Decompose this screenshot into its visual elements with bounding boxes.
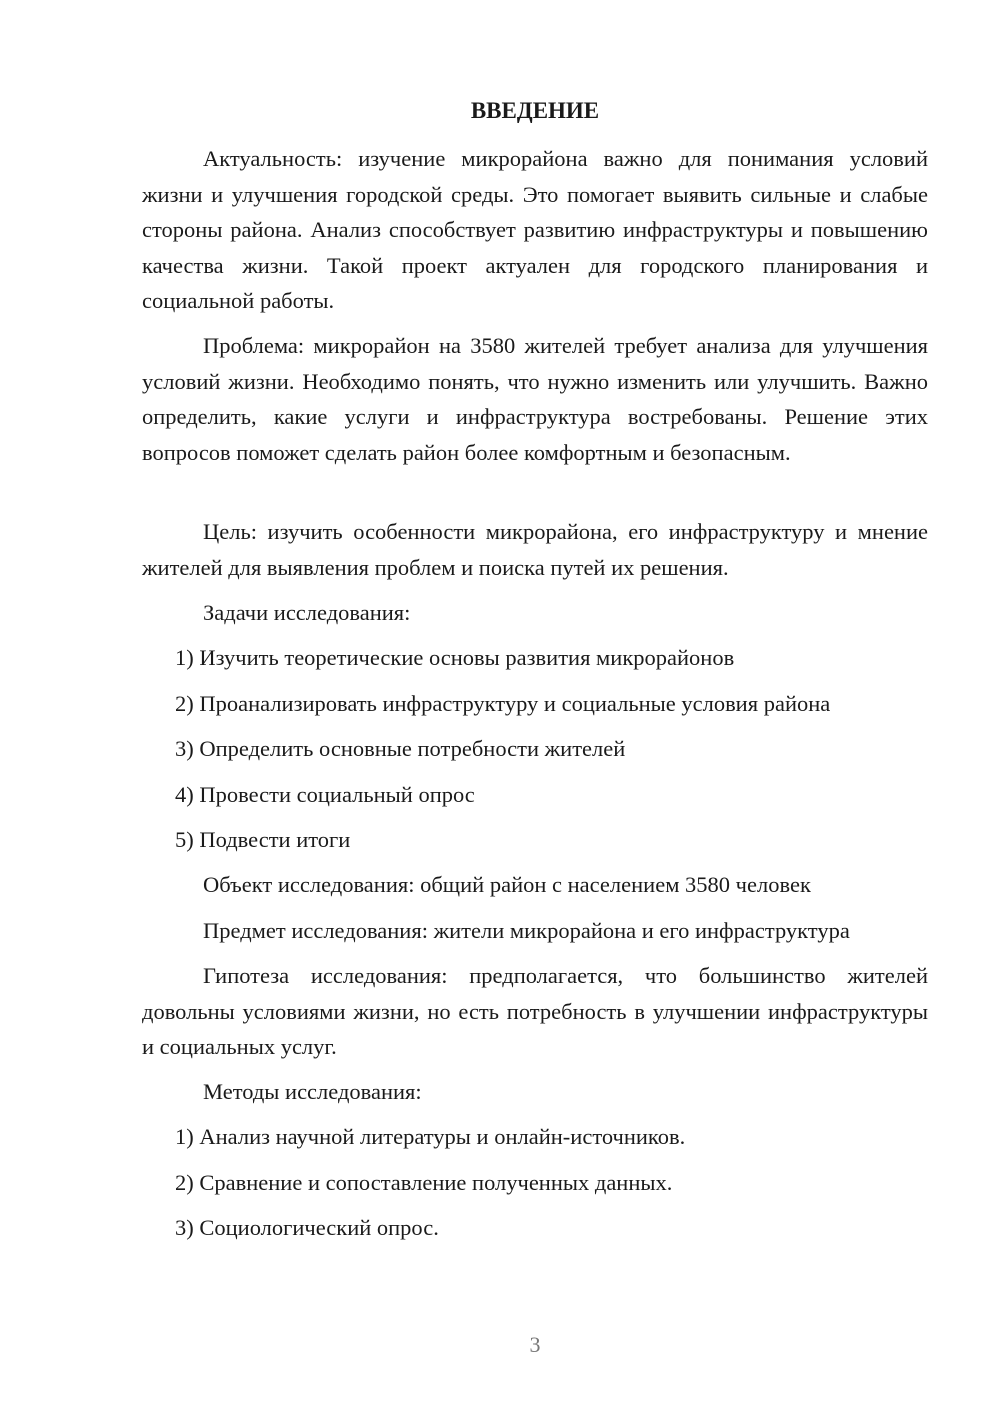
hypothesis-paragraph: Гипотеза исследования: предполагается, что большинство жителей довольны условиями жизни, но есть потребность в улучшении инфраструктуры и социальных услуг. — [142, 963, 928, 1059]
relevance-paragraph: Актуальность: изучение микрорайона важно для понимания условий жизни и улучшения городской среды. Это помогает выявить сильные и слабые стороны района. Анализ способствует развитию инфраструктуры и повышению качества жизни. Такой проект актуален для городского планирования и социальной работы. — [142, 146, 928, 313]
methods-heading: Методы исследования: — [203, 1079, 422, 1104]
problem-paragraph: Проблема: микрорайон на 3580 жителей требует анализа для улучшения условий жизни. Необходимо понять, что нужно изменить или улучшить. Важно определить, какие услуги и инфраструктура востребованы. Решение этих вопросов поможет сделать район более комфортным и безопасным. — [142, 333, 928, 465]
page-title: ВВЕДЕНИЕ — [470, 98, 600, 123]
page-number: 3 — [529, 1332, 541, 1357]
research-object: Объект исследования: общий район с населением 3580 человек — [203, 872, 811, 897]
goal-paragraph: Цель: изучить особенности микрорайона, его инфраструктуру и мнение жителей для выявления проблем и поиска путей их решения. — [142, 519, 928, 580]
task-item: 2) Проанализировать инфраструктуру и социальные условия района — [175, 691, 831, 716]
research-subject: Предмет исследования: жители микрорайона и его инфраструктура — [203, 918, 850, 943]
task-item: 3) Определить основные потребности жителей — [175, 736, 626, 761]
method-item: 1) Анализ научной литературы и онлайн-источников. — [175, 1124, 686, 1149]
task-item: 1) Изучить теоретические основы развития микрорайонов — [175, 645, 735, 670]
tasks-heading: Задачи исследования: — [203, 600, 411, 625]
task-item: 5) Подвести итоги — [175, 827, 351, 852]
task-item: 4) Провести социальный опрос — [175, 782, 475, 807]
method-item: 2) Сравнение и сопоставление полученных данных. — [175, 1170, 673, 1195]
method-item: 3) Социологический опрос. — [175, 1215, 439, 1240]
